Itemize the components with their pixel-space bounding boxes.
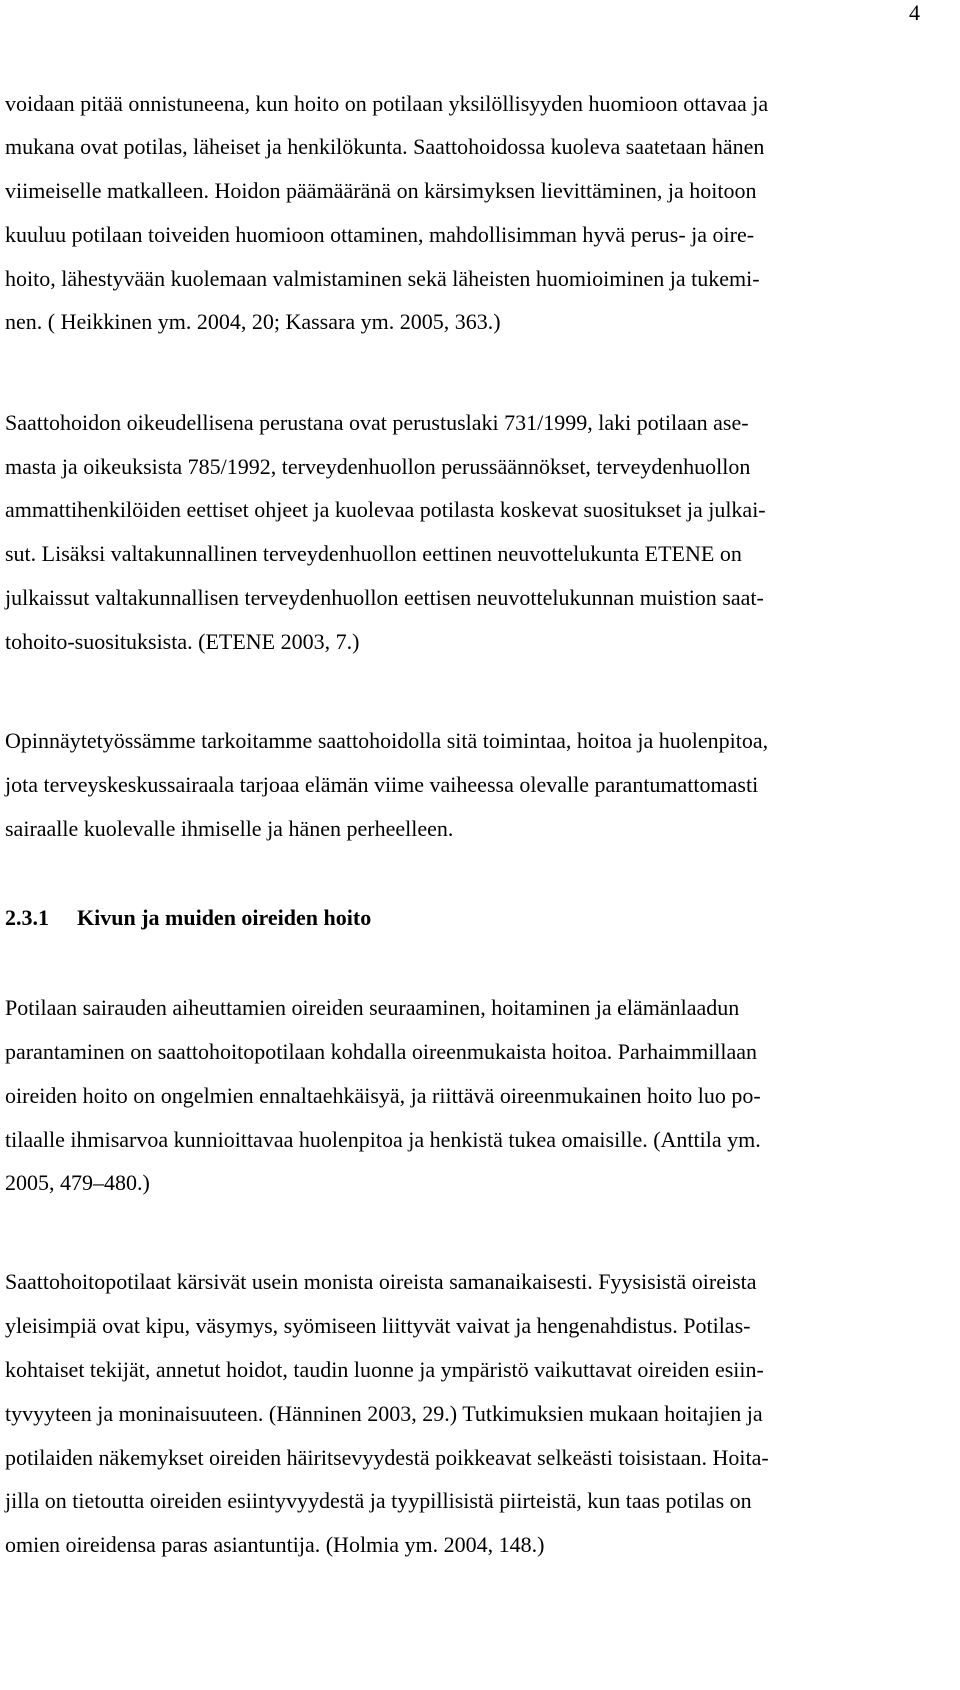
section-heading <box>5 905 371 931</box>
text-line: nen. ( Heikkinen ym. 2004, 20; Kassara ym. 2005, 363.) <box>5 309 501 334</box>
text-line: Opinnäytetyössämme tarkoitamme saattohoidolla sitä toimintaa, hoitoa ja huolenpitoa, <box>5 728 769 753</box>
text-line: Saattohoidon oikeudellisena perustana ovat perustuslaki 731/1999, laki potilaan ase- <box>5 410 749 435</box>
text-line: hoito, lähestyvään kuolemaan valmistaminen sekä läheisten huomioiminen ja tukemi- <box>5 266 760 291</box>
text-line: omien oireidensa paras asiantuntija. (Holmia ym. 2004, 148.) <box>5 1532 545 1557</box>
text-line: oireiden hoito on ongelmien ennaltaehkäisyä, ja riittävä oireenmukainen hoito luo po- <box>5 1083 761 1108</box>
text-line: Potilaan sairauden aiheuttamien oireiden seuraaminen, hoitaminen ja elämänlaadun <box>5 995 740 1020</box>
text-line: ammattihenkilöiden eettiset ohjeet ja kuolevaa potilasta koskevat suositukset ja julkai- <box>5 497 766 522</box>
section-number: 2.3.1 <box>5 905 49 930</box>
section-title: Kivun ja muiden oireiden hoito <box>77 905 372 930</box>
page-number: 4 <box>909 0 920 25</box>
text-line: potilaiden näkemykset oireiden häiritsevyydestä poikkeavat selkeästi toisistaan. Hoita- <box>5 1445 769 1470</box>
text-line: voidaan pitää onnistuneena, kun hoito on potilaan yksilöllisyyden huomioon ottavaa ja <box>5 91 769 116</box>
text-line: sairaalle kuolevalle ihmiselle ja hänen perheelleen. <box>5 816 454 841</box>
text-line: mukana ovat potilas, läheiset ja henkilökunta. Saattohoidossa kuoleva saatetaan hänen <box>5 134 765 159</box>
text-line: tohoito-suosituksista. (ETENE 2003, 7.) <box>5 629 360 654</box>
text-line: kohtaiset tekijät, annetut hoidot, taudin luonne ja ympäristö vaikuttavat oireiden esiin- <box>5 1357 764 1382</box>
text-line: kuuluu potilaan toiveiden huomioon ottaminen, mahdollisimman hyvä perus- ja oire- <box>5 222 755 247</box>
text-line: viimeiselle matkalleen. Hoidon päämääränä on kärsimyksen lievittäminen, ja hoitoon <box>5 178 757 203</box>
text-line: tyvyyteen ja moninaisuuteen. (Hänninen 2003, 29.) Tutkimuksien mukaan hoitajien ja <box>5 1401 763 1426</box>
text-line: parantaminen on saattohoitopotilaan kohdalla oireenmukaista hoitoa. Parhaimmillaan <box>5 1039 758 1064</box>
text-line: jota terveyskeskussairaala tarjoaa elämän viime vaiheessa olevalle parantumattomasti <box>5 772 759 797</box>
text-line: yleisimpiä ovat kipu, väsymys, syömiseen liittyvät vaivat ja hengenahdistus. Potilas- <box>5 1313 751 1338</box>
text-line: masta ja oikeuksista 785/1992, terveydenhuollon perussäännökset, terveydenhuollon <box>5 454 751 479</box>
text-line: jilla on tietoutta oireiden esiintyvyydestä ja tyypillisistä piirteistä, kun taas potilas on <box>5 1488 752 1513</box>
text-line: sut. Lisäksi valtakunnallinen terveydenhuollon eettinen neuvottelukunta ETENE on <box>5 541 742 566</box>
text-line: tilaalle ihmisarvoa kunnioittavaa huolenpitoa ja henkistä tukea omaisille. (Anttila ym. <box>5 1127 761 1152</box>
text-line: 2005, 479–480.) <box>5 1170 150 1195</box>
text-line: Saattohoitopotilaat kärsivät usein monista oireista samanaikaisesti. Fyysisistä oireista <box>5 1269 757 1294</box>
text-line: julkaissut valtakunnallisen terveydenhuollon eettisen neuvottelukunnan muistion saat- <box>5 585 764 610</box>
